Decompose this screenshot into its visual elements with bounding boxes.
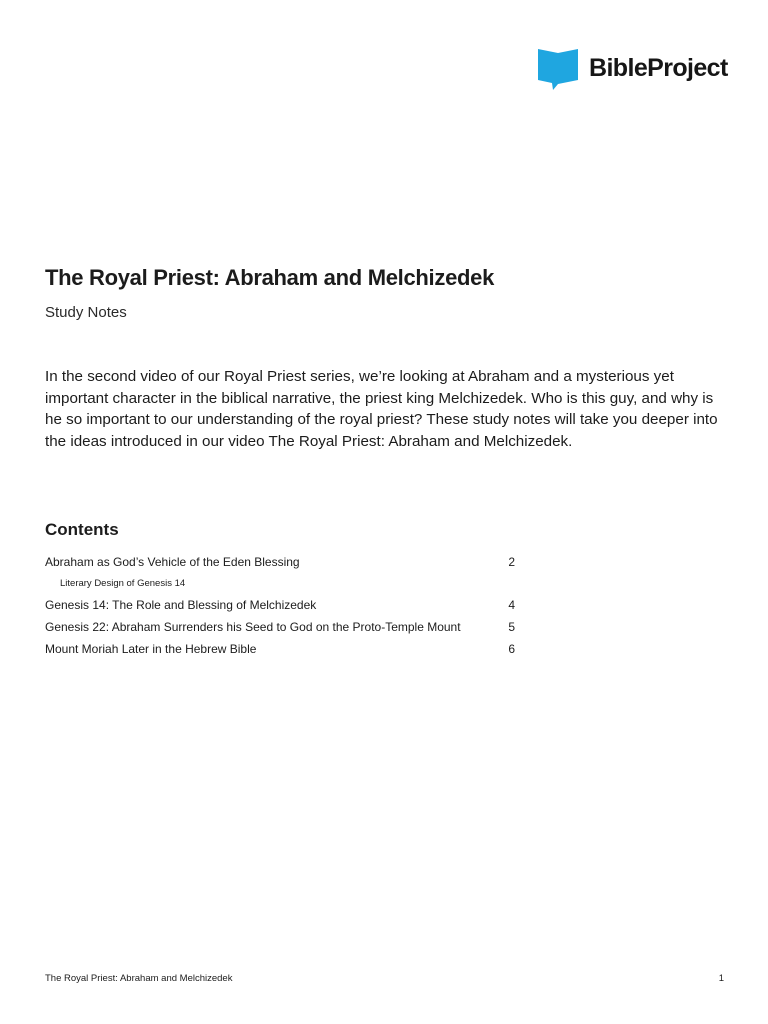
footer-title: The Royal Priest: Abraham and Melchizedek (45, 973, 233, 984)
toc-entry-page: 6 (508, 642, 515, 656)
toc-entry-label: Mount Moriah Later in the Hebrew Bible (45, 642, 257, 656)
toc-entry-label: Literary Design of Genesis 14 (60, 578, 186, 589)
toc-entry[interactable] (45, 617, 515, 639)
intro-paragraph: In the second video of our Royal Priest series, we’re looking at Abraham and a mysterious yet important character in the biblical narrative, the priest king Melchizedek. Who is this guy, and why is he so important to our understanding of the royal priest? These study notes will take you deeper into the ideas introduced in our video The Royal Priest: Abraham and Melchizedek. (45, 368, 718, 450)
document-title: The Royal Priest: Abraham and Melchizedek (45, 265, 495, 290)
toc-entry[interactable] (45, 639, 515, 661)
footer-page-number: 1 (718, 973, 724, 984)
contents-heading: Contents (45, 520, 119, 539)
toc-entry-page: 5 (508, 620, 515, 634)
table-of-contents (45, 552, 515, 661)
brand-logo (537, 46, 728, 90)
toc-entry-page: 2 (508, 555, 515, 569)
toc-entry-page: 4 (508, 598, 515, 612)
document-subtitle: Study Notes (45, 304, 127, 321)
brand-name: BibleProject (589, 53, 728, 82)
toc-entry-label: Genesis 14: The Role and Blessing of Melchizedek (45, 598, 317, 612)
toc-subentry[interactable] (45, 574, 515, 595)
toc-entry[interactable] (45, 552, 515, 574)
toc-entry-label: Abraham as God’s Vehicle of the Eden Blessing (45, 555, 300, 569)
bibleproject-book-icon (537, 46, 581, 90)
toc-entry-label: Genesis 22: Abraham Surrenders his Seed to God on the Proto-Temple Mount (45, 620, 461, 634)
toc-entry[interactable] (45, 595, 515, 617)
